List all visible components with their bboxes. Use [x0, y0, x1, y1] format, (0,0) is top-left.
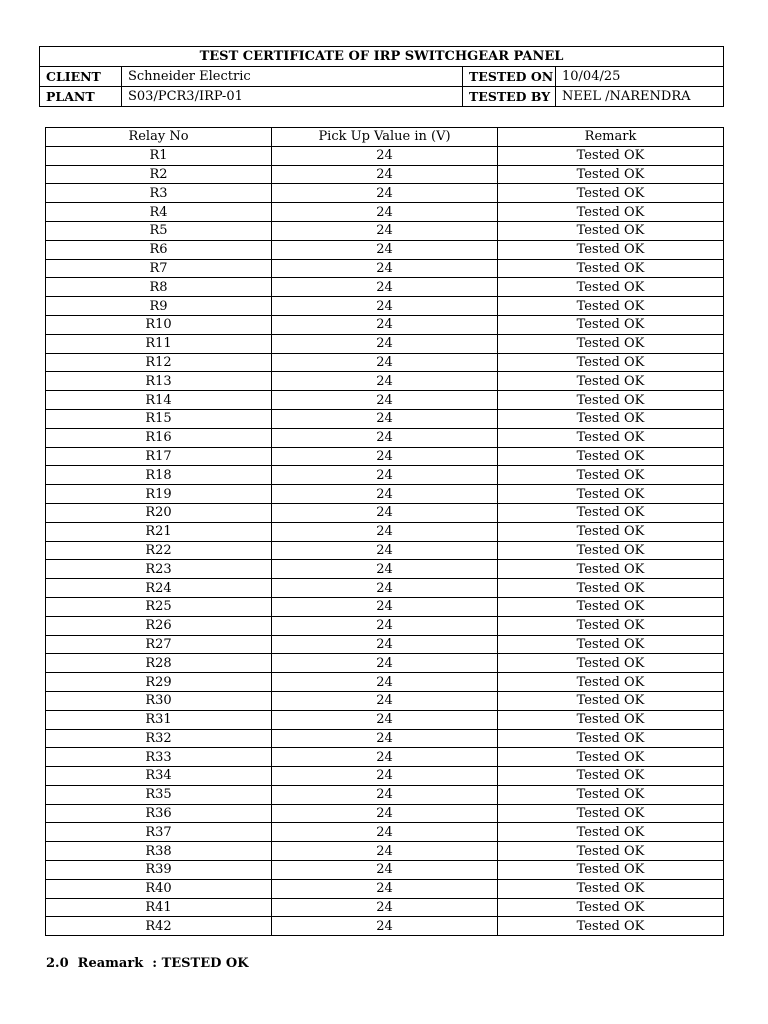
table-row [46, 146, 724, 165]
relay-no-cell: R36 [46, 804, 272, 823]
remark-cell: Tested OK [498, 353, 724, 372]
pickup-value-cell: 24 [272, 785, 498, 804]
table-row [46, 522, 724, 541]
remark-cell: Tested OK [498, 635, 724, 654]
relay-no-cell: R28 [46, 654, 272, 673]
pickup-value-cell: 24 [272, 240, 498, 259]
relay-no-cell: R29 [46, 673, 272, 692]
pickup-value-cell: 24 [272, 428, 498, 447]
relay-no-cell: R41 [46, 898, 272, 917]
relay-no-cell: R34 [46, 767, 272, 786]
table-header-row [46, 128, 724, 147]
remark-cell: Tested OK [498, 861, 724, 880]
remark-cell: Tested OK [498, 879, 724, 898]
pickup-value-cell: 24 [272, 842, 498, 861]
tested-by-value: NEEL /NARENDRA [556, 87, 724, 107]
relay-test-table [45, 127, 724, 936]
table-row [46, 635, 724, 654]
relay-no-cell: R33 [46, 748, 272, 767]
pickup-value-cell: 24 [272, 898, 498, 917]
relay-no-cell: R15 [46, 409, 272, 428]
table-row [46, 785, 724, 804]
table-row [46, 861, 724, 880]
table-row [46, 616, 724, 635]
column-header-remark: Remark [498, 128, 724, 147]
pickup-value-cell: 24 [272, 447, 498, 466]
relay-no-cell: R39 [46, 861, 272, 880]
pickup-value-cell: 24 [272, 861, 498, 880]
table-row [46, 221, 724, 240]
table-row [46, 597, 724, 616]
remark-cell: Tested OK [498, 503, 724, 522]
pickup-value-cell: 24 [272, 748, 498, 767]
pickup-value-cell: 24 [272, 804, 498, 823]
relay-no-cell: R16 [46, 428, 272, 447]
remark-cell: Tested OK [498, 522, 724, 541]
table-row [46, 391, 724, 410]
remark-cell: Tested OK [498, 203, 724, 222]
remark-cell: Tested OK [498, 842, 724, 861]
relay-no-cell: R9 [46, 297, 272, 316]
pickup-value-cell: 24 [272, 221, 498, 240]
pickup-value-cell: 24 [272, 203, 498, 222]
table-row [46, 691, 724, 710]
remark-cell: Tested OK [498, 823, 724, 842]
remark-cell: Tested OK [498, 541, 724, 560]
pickup-value-cell: 24 [272, 710, 498, 729]
table-row [46, 240, 724, 259]
table-row [46, 466, 724, 485]
pickup-value-cell: 24 [272, 879, 498, 898]
pickup-value-cell: 24 [272, 541, 498, 560]
relay-no-cell: R6 [46, 240, 272, 259]
remark-cell: Tested OK [498, 597, 724, 616]
remark-cell: Tested OK [498, 560, 724, 579]
relay-no-cell: R13 [46, 372, 272, 391]
pickup-value-cell: 24 [272, 616, 498, 635]
remark-cell: Tested OK [498, 917, 724, 936]
table-row [46, 334, 724, 353]
remark-cell: Tested OK [498, 391, 724, 410]
pickup-value-cell: 24 [272, 278, 498, 297]
remark-cell: Tested OK [498, 315, 724, 334]
relay-no-cell: R8 [46, 278, 272, 297]
relay-no-cell: R42 [46, 917, 272, 936]
remark-cell: Tested OK [498, 409, 724, 428]
table-row [46, 804, 724, 823]
table-row [46, 409, 724, 428]
relay-no-cell: R40 [46, 879, 272, 898]
table-row [46, 485, 724, 504]
column-header-relay-no: Relay No [46, 128, 272, 147]
remark-cell: Tested OK [498, 240, 724, 259]
relay-no-cell: R19 [46, 485, 272, 504]
tested-on-label: TESTED ON [463, 67, 556, 87]
pickup-value-cell: 24 [272, 391, 498, 410]
remark-cell: Tested OK [498, 729, 724, 748]
relay-no-cell: R30 [46, 691, 272, 710]
pickup-value-cell: 24 [272, 466, 498, 485]
relay-no-cell: R26 [46, 616, 272, 635]
pickup-value-cell: 24 [272, 485, 498, 504]
pickup-value-cell: 24 [272, 673, 498, 692]
pickup-value-cell: 24 [272, 146, 498, 165]
plant-value: S03/PCR3/IRP-01 [122, 87, 463, 107]
table-row [46, 710, 724, 729]
pickup-value-cell: 24 [272, 597, 498, 616]
remark-cell: Tested OK [498, 447, 724, 466]
pickup-value-cell: 24 [272, 654, 498, 673]
remark-cell: Tested OK [498, 616, 724, 635]
pickup-value-cell: 24 [272, 409, 498, 428]
table-row [46, 315, 724, 334]
remark-cell: Tested OK [498, 898, 724, 917]
pickup-value-cell: 24 [272, 334, 498, 353]
relay-no-cell: R24 [46, 579, 272, 598]
relay-no-cell: R23 [46, 560, 272, 579]
pickup-value-cell: 24 [272, 823, 498, 842]
relay-no-cell: R1 [46, 146, 272, 165]
table-row [46, 372, 724, 391]
pickup-value-cell: 24 [272, 165, 498, 184]
certificate-header-table [39, 46, 724, 107]
client-value: Schneider Electric [122, 67, 463, 87]
tested-on-value: 10/04/25 [556, 67, 724, 87]
remark-cell: Tested OK [498, 485, 724, 504]
column-header-pickup-value: Pick Up Value in (V) [272, 128, 498, 147]
relay-no-cell: R31 [46, 710, 272, 729]
relay-no-cell: R22 [46, 541, 272, 560]
remark-cell: Tested OK [498, 691, 724, 710]
table-row [46, 842, 724, 861]
remark-cell: Tested OK [498, 259, 724, 278]
pickup-value-cell: 24 [272, 635, 498, 654]
relay-no-cell: R5 [46, 221, 272, 240]
remark-cell: Tested OK [498, 428, 724, 447]
remark-cell: Tested OK [498, 297, 724, 316]
relay-no-cell: R17 [46, 447, 272, 466]
table-row [46, 353, 724, 372]
table-row [46, 428, 724, 447]
table-row [46, 823, 724, 842]
relay-no-cell: R32 [46, 729, 272, 748]
table-row [46, 447, 724, 466]
table-row [46, 503, 724, 522]
pickup-value-cell: 24 [272, 560, 498, 579]
remark-cell: Tested OK [498, 165, 724, 184]
relay-no-cell: R25 [46, 597, 272, 616]
remark-cell: Tested OK [498, 466, 724, 485]
pickup-value-cell: 24 [272, 372, 498, 391]
remark-cell: Tested OK [498, 184, 724, 203]
footer-remark: 2.0 Reamark : TESTED OK [46, 956, 249, 971]
relay-no-cell: R21 [46, 522, 272, 541]
pickup-value-cell: 24 [272, 767, 498, 786]
relay-no-cell: R2 [46, 165, 272, 184]
table-row [46, 729, 724, 748]
pickup-value-cell: 24 [272, 522, 498, 541]
table-row [46, 898, 724, 917]
relay-no-cell: R7 [46, 259, 272, 278]
relay-no-cell: R35 [46, 785, 272, 804]
table-row [46, 184, 724, 203]
pickup-value-cell: 24 [272, 297, 498, 316]
table-row [46, 278, 724, 297]
relay-no-cell: R37 [46, 823, 272, 842]
relay-no-cell: R3 [46, 184, 272, 203]
remark-cell: Tested OK [498, 673, 724, 692]
relay-no-cell: R18 [46, 466, 272, 485]
remark-cell: Tested OK [498, 804, 724, 823]
plant-label: PLANT [40, 87, 122, 107]
relay-no-cell: R11 [46, 334, 272, 353]
client-label: CLIENT [40, 67, 122, 87]
table-row [46, 541, 724, 560]
pickup-value-cell: 24 [272, 184, 498, 203]
pickup-value-cell: 24 [272, 729, 498, 748]
table-row [46, 673, 724, 692]
table-row [46, 654, 724, 673]
table-row [46, 560, 724, 579]
relay-table-body [46, 146, 724, 935]
relay-no-cell: R27 [46, 635, 272, 654]
certificate-title: TEST CERTIFICATE OF IRP SWITCHGEAR PANEL [40, 47, 724, 67]
table-row [46, 259, 724, 278]
pickup-value-cell: 24 [272, 503, 498, 522]
table-row [46, 879, 724, 898]
remark-cell: Tested OK [498, 146, 724, 165]
table-row [46, 917, 724, 936]
pickup-value-cell: 24 [272, 353, 498, 372]
remark-cell: Tested OK [498, 221, 724, 240]
relay-no-cell: R10 [46, 315, 272, 334]
remark-cell: Tested OK [498, 748, 724, 767]
relay-no-cell: R12 [46, 353, 272, 372]
relay-no-cell: R20 [46, 503, 272, 522]
table-row [46, 165, 724, 184]
table-row [46, 748, 724, 767]
remark-cell: Tested OK [498, 334, 724, 353]
remark-cell: Tested OK [498, 785, 724, 804]
table-row [46, 767, 724, 786]
pickup-value-cell: 24 [272, 315, 498, 334]
remark-cell: Tested OK [498, 579, 724, 598]
pickup-value-cell: 24 [272, 691, 498, 710]
relay-no-cell: R38 [46, 842, 272, 861]
table-row [46, 579, 724, 598]
table-row [46, 203, 724, 222]
relay-no-cell: R4 [46, 203, 272, 222]
remark-cell: Tested OK [498, 654, 724, 673]
pickup-value-cell: 24 [272, 579, 498, 598]
table-row [46, 297, 724, 316]
pickup-value-cell: 24 [272, 917, 498, 936]
relay-no-cell: R14 [46, 391, 272, 410]
remark-cell: Tested OK [498, 278, 724, 297]
remark-cell: Tested OK [498, 372, 724, 391]
pickup-value-cell: 24 [272, 259, 498, 278]
tested-by-label: TESTED BY [463, 87, 556, 107]
remark-cell: Tested OK [498, 767, 724, 786]
remark-cell: Tested OK [498, 710, 724, 729]
